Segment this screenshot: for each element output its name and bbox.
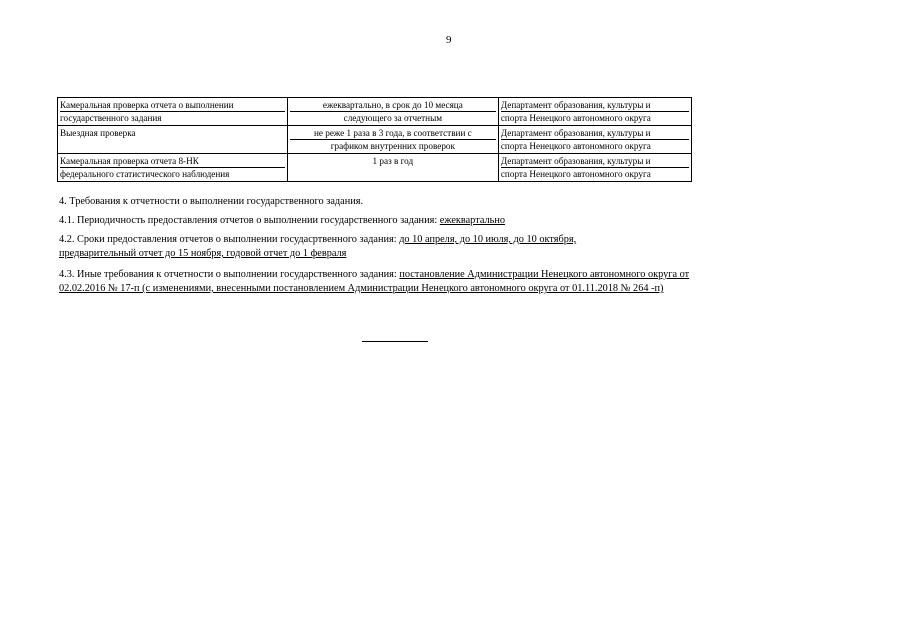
control-form-cell xyxy=(58,154,288,182)
control-form-cell xyxy=(58,98,288,126)
control-frequency-line: ежеквартально, в срок до 10 месяца xyxy=(290,99,496,112)
control-form-line: Камеральная проверка отчета 8-НК xyxy=(60,155,285,168)
control-frequency-line: следующего за отчетным xyxy=(343,113,443,123)
control-frequency-cell xyxy=(287,98,498,126)
control-authority-cell xyxy=(498,126,691,154)
reporting-deadlines-continued xyxy=(59,246,346,261)
table-row xyxy=(58,154,692,182)
control-authority-line: Департамент образования, культуры и xyxy=(501,99,689,112)
control-frequency-line: графиком внутренних проверок xyxy=(330,141,455,151)
reporting-deadlines-value-continued: предварительный отчет до 15 ноября, годовой отчет до 1 февраля xyxy=(59,248,347,259)
reporting-periodicity-label: 4.1. Периодичность предоставления отчетов о выполнении государственного задания: xyxy=(59,215,438,226)
control-form-line: Выездная проверка xyxy=(60,128,136,138)
control-table xyxy=(57,97,692,182)
control-frequency-cell xyxy=(287,154,498,182)
table-row xyxy=(58,98,692,126)
other-requirements-label: 4.3. Иные требования к отчетности о выполнении государственного задания: xyxy=(59,269,397,280)
control-authority-cell xyxy=(498,154,691,182)
control-form-line: федерального статистического наблюдения xyxy=(60,169,230,179)
other-requirements-value-continued: 02.02.2016 № 17-п (с изменениями, внесенными постановлением Администрации Ненецкого автономного округа от 01.11.2018 № 264 -п) xyxy=(59,283,664,294)
reporting-deadlines xyxy=(59,232,576,247)
control-authority-line: спорта Ненецкого автономного округа xyxy=(500,141,651,151)
page-number: 9 xyxy=(446,34,452,46)
section-heading: 4. Требования к отчетности о выполнении государственного задания. xyxy=(59,196,364,207)
other-requirements-continued xyxy=(59,281,663,296)
control-form-line: Камеральная проверка отчета о выполнении xyxy=(60,99,285,112)
control-frequency-cell xyxy=(287,126,498,154)
other-requirements-value: постановление Администрации Ненецкого автономного округа от xyxy=(399,269,690,280)
control-form-line: государственного задания xyxy=(60,113,162,123)
control-authority-line: Департамент образования, культуры и xyxy=(501,127,689,140)
control-authority-line: Департамент образования, культуры и xyxy=(501,155,689,168)
control-frequency-line: не реже 1 раза в 3 года, в соответствии с xyxy=(290,127,496,140)
reporting-deadlines-label: 4.2. Сроки предоставления отчетов о выполнении госудасртвенного задания: xyxy=(59,234,397,245)
control-authority-line: спорта Ненецкого автономного округа xyxy=(500,169,651,179)
table-row xyxy=(58,126,692,154)
end-separator xyxy=(362,341,428,342)
control-authority-line: спорта Ненецкого автономного округа xyxy=(500,113,651,123)
control-frequency-line: 1 раз в год xyxy=(372,156,414,166)
reporting-deadlines-value: до 10 апреля, до 10 июля, до 10 октября, xyxy=(399,234,577,245)
control-authority-cell xyxy=(498,98,691,126)
control-form-cell xyxy=(58,126,288,154)
other-requirements xyxy=(59,267,689,282)
reporting-periodicity-value: ежеквартально xyxy=(439,215,505,226)
reporting-periodicity xyxy=(59,213,505,228)
